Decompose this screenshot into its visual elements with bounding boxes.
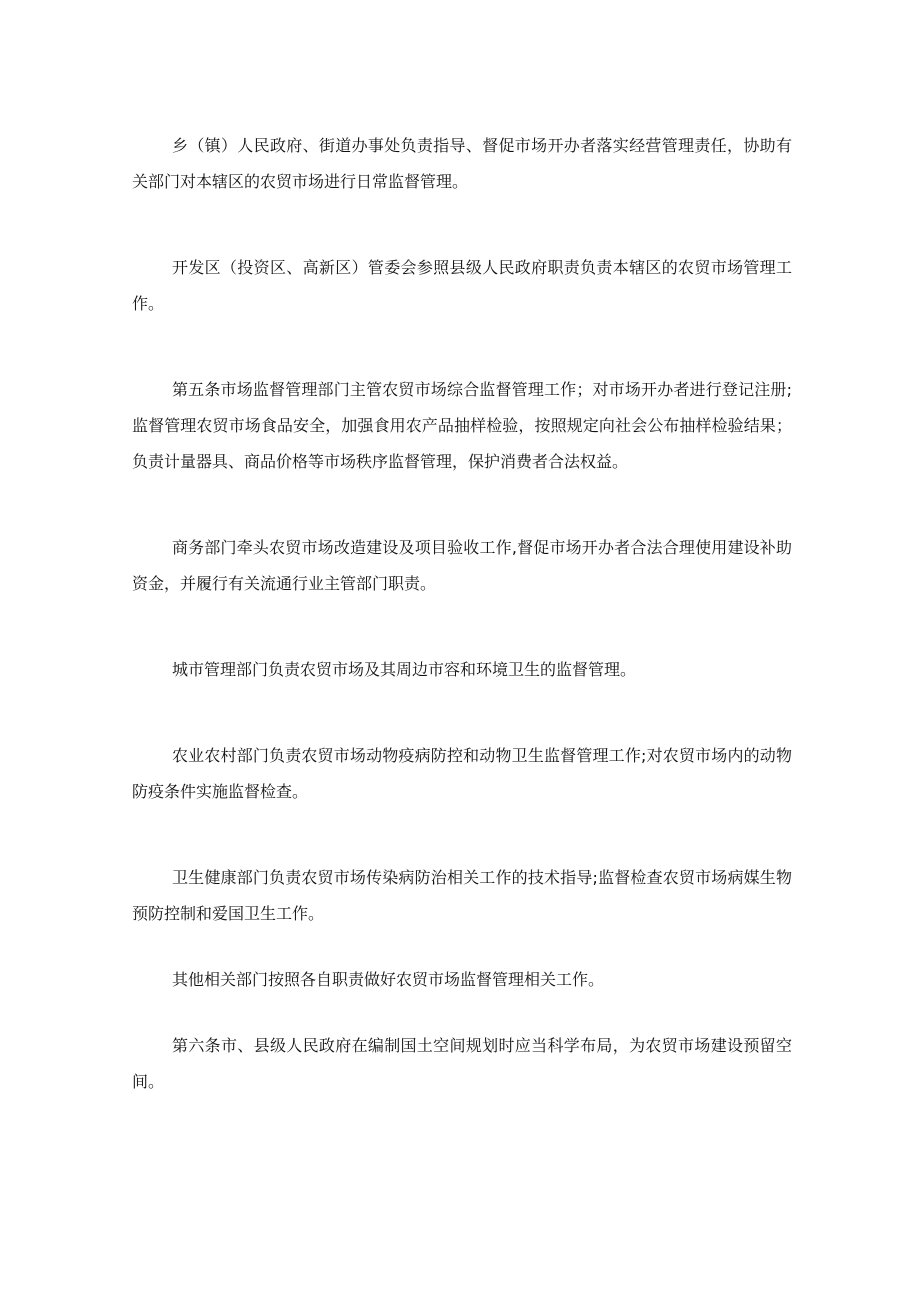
paragraph-article-6-spatial-planning: 第六条市、县级人民政府在编制国土空间规划时应当科学布局，为农贸市场建设预留空间。 (132, 1036, 792, 1091)
paragraph-agriculture-department: 农业农村部门负责农贸市场动物疫病防控和动物卫生监督管理工作;对农贸市场内的动物防疫条件实施监督检查。 (132, 746, 792, 801)
paragraph-article-5-market-supervision: 第五条市场监督管理部门主管农贸市场综合监督管理工作；对市场开办者进行登记注册;监督管理农贸市场食品安全，加强食用农产品抽样检验，按照规定向社会公布抽样检验结果；负责计量器具、商品价格等市场秩序监督管理，保护消费者合法权益。 (132, 380, 792, 471)
document-body (132, 128, 792, 1100)
paragraph-development-zone-duties: 开发区（投资区、高新区）管委会参照县级人民政府职责负责本辖区的农贸市场管理工作。 (132, 258, 792, 313)
paragraph-health-department: 卫生健康部门负责农贸市场传染病防治相关工作的技术指导;监督检查农贸市场病媒生物预防控制和爱国卫生工作。 (132, 868, 792, 923)
paragraph-urban-management: 城市管理部门负责农贸市场及其周边市容和环境卫生的监督管理。 (172, 660, 637, 679)
paragraph-other-departments: 其他相关部门按照各自职责做好农贸市场监督管理相关工作。 (172, 970, 605, 989)
paragraph-township-duties: 乡（镇）人民政府、街道办事处负责指导、督促市场开办者落实经营管理责任，协助有关部门对本辖区的农贸市场进行日常监督管理。 (132, 136, 792, 191)
paragraph-commerce-department: 商务部门牵头农贸市场改造建设及项目验收工作,督促市场开办者合法合理使用建设补助资金，并履行有关流通行业主管部门职责。 (132, 538, 792, 593)
